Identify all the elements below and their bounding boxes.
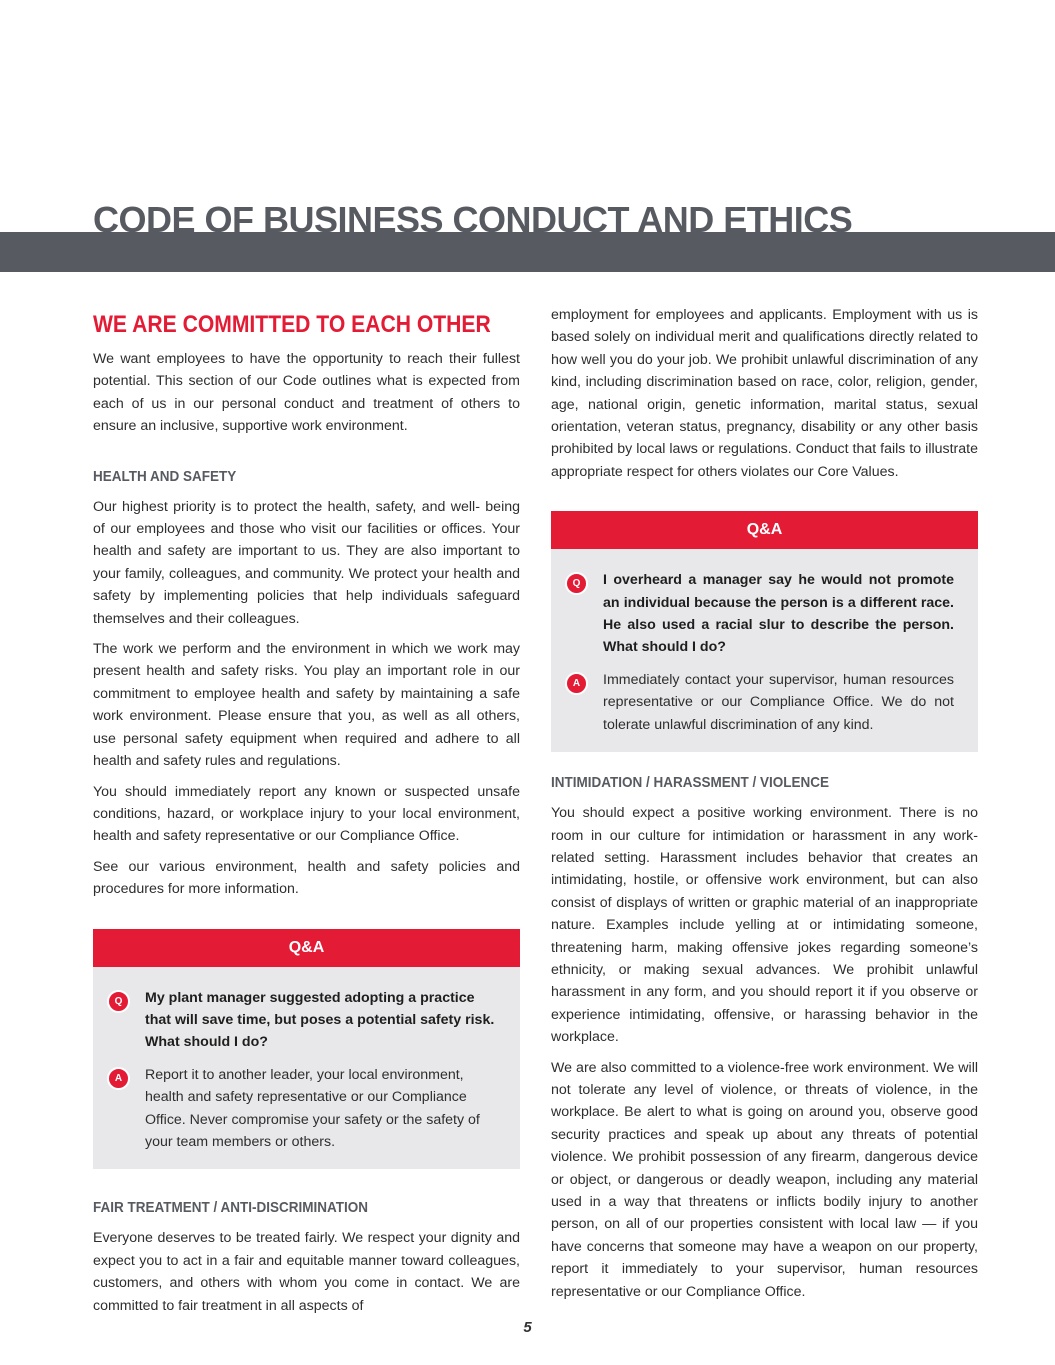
qa-body [93,967,520,1170]
qa-header: Q&A [551,511,978,549]
question-badge-icon: Q [565,572,588,595]
health-safety-paragraph-1: Our highest priority is to protect the health, safety, and well- being of our employees and those who visit our facilities or offices. Your health and safety are important to us. They are also important to your family, colleagues, and community. We protect your health and safety by implementing policies that help individuals safeguard themselves and their colleagues. [93,498,520,627]
health-safety-paragraph-4: See our various environment, health and safety policies and procedures for more information. [93,858,520,898]
qa-answer: Immediately contact your supervisor, human resources representative or our Compliance Office. We do not tolerate unlawful discrimination of any kind. [603,671,954,733]
qa-answer-row [567,669,954,736]
intro-paragraph: We want employees to have the opportunity to reach their fullest potential. This section of our Code outlines what is expected from each of us in our personal conduct and treatment of others to ensure an inclusive, supportive work environment. [93,351,520,435]
qa-box-discrimination [551,511,978,752]
left-column [93,300,520,1325]
question-badge-icon: Q [107,990,130,1013]
qa-header: Q&A [93,929,520,967]
fair-treatment-paragraph: Everyone deserves to be treated fairly. We respect your dignity and expect you to act in a fair and equitable manner toward colleagues, customers, and others with whom you come in contact. We are committed to fair treatment in all aspects of [93,1230,520,1314]
qa-answer-row [109,1064,496,1154]
qa-box-safety [93,929,520,1170]
page-number: 5 [523,1319,532,1336]
intimidation-heading: INTIMIDATION / HARASSMENT / VIOLENCE [551,774,830,792]
answer-badge-icon: A [107,1067,130,1090]
fair-treatment-continuation: employment for employees and applicants. Employment with us is based solely on individual merit and qualifications directly related to how well you do your job. We prohibit unlawful discrimination of any kind, including discrimination based on race, color, religion, gender, age, national origin, genetic information, marital status, sexual orientation, veteran status, pregnancy, disability or any other basis prohibited by local laws or regulations. Conduct that fails to illustrate appropriate respect for others violates our Core Values. [551,307,978,480]
qa-body [551,549,978,752]
qa-question: My plant manager suggested adopting a practice that will save time, but poses a potential safety risk. What should I do? [145,989,495,1051]
qa-question-row [109,987,496,1054]
health-safety-heading: HEALTH AND SAFETY [93,467,237,485]
qa-question: I overheard a manager say he would not promote an individual because the person is a different race. He also used a racial slur to describe the person. What should I do? [603,572,954,656]
title-band [0,232,1055,272]
health-safety-paragraph-2: The work we perform and the environment in which we work may present health and safety risks. You play an important role in our commitment to employee health and safety by maintaining a safe work environment. Please ensure that you, as well as all others, use personal safety equipment when required and adhere to all health and safety rules and regulations. [93,641,520,770]
document-title: CODE OF BUSINESS CONDUCT AND ETHICS [93,199,853,232]
intimidation-paragraph-2: We are also committed to a violence-free work environment. We will not tolerate any level of violence, or threats of violence, in the workplace. Be alert to what is going on around you, observe good security practices and speak up about any threats of potential violence. We prohibit possession of any firearm, dangerous device or object, or dangerous or deadly weapon, including any material used in a way that threatens or inflicts bodily injury to another person, on all of our properties consistent with local law — if you have concerns that someone may have a weapon on our property, report it immediately to your supervisor, human resources representative or our Compliance Office. [551,1059,978,1300]
qa-question-row [567,569,954,659]
right-column [551,304,978,1311]
fair-treatment-heading: FAIR TREATMENT / ANTI-DISCRIMINATION [93,1199,368,1217]
answer-badge-icon: A [565,672,588,695]
intimidation-paragraph-1: You should expect a positive working environment. There is no room in our culture for intimidation or harassment in any work-related setting. Harassment includes behavior that creates an intimidating, hostile, or offensive work environment, but can also consist of displays of written or graphic material of an inappropriate nature. Examples include yelling at or intimidating someone, threatening harm, making offensive jokes regarding someone’s ethnicity, or making sexual advances. We prohibit unlawful harassment in any form, and you should report it if you observe or experience intimidating, offensive, or harassing behavior in the workplace. [551,805,978,1046]
health-safety-paragraph-3: You should immediately report any known or suspected unsafe conditions, hazard, or workplace injury to your local environment, health and safety representative or our Compliance Office. [93,783,520,845]
qa-answer: Report it to another leader, your local environment, health and safety representative or our Compliance Office. Never compromise your safety or the safety of your team members or others. [145,1066,480,1150]
section-title: WE ARE COMMITTED TO EACH OTHER [93,311,491,338]
